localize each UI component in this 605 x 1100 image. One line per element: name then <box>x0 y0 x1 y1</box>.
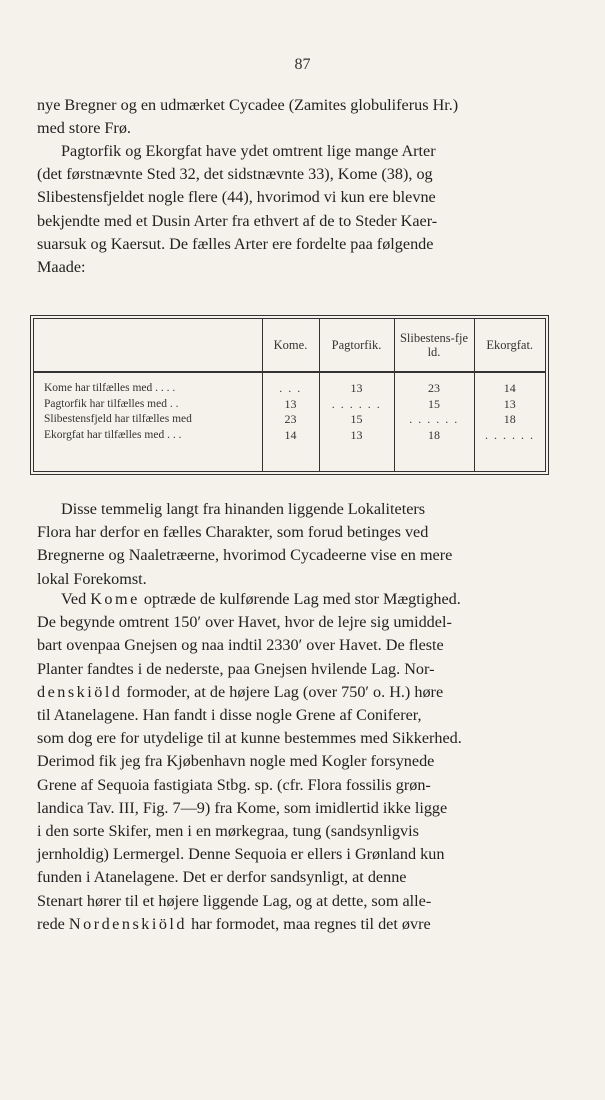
text-line: Maade: <box>37 258 86 277</box>
table-cell: 23 <box>394 372 474 397</box>
text-line: Bregnerne og Naaletræerne, hvorimod Cycadeerne vise en mere <box>37 546 453 565</box>
table-cell: . . . . . . <box>474 428 545 444</box>
text-line: i den sorte Skifer, men i en mørkegraa, tung (sandsynligvis <box>37 822 419 841</box>
table-cell: 14 <box>474 372 545 397</box>
text-line: nye Bregner og en udmærket Cycadee (Zamites globuliferus Hr.) <box>37 96 459 114</box>
table-spacer-row <box>34 443 545 471</box>
text-fragment: rede <box>37 914 69 933</box>
column-header-label: Slibestens-fjeld. <box>399 331 469 359</box>
paragraph-intro <box>37 94 546 140</box>
table-cell: 13 <box>262 397 319 413</box>
row-label: Slibestensfjeld har tilfælles med <box>44 413 192 425</box>
text-fragment: Ved <box>61 590 91 608</box>
text-line: til Atanelagene. Han fandt i disse nogle Grene af Coniferer, <box>37 706 422 725</box>
text-line: Derimod fik jeg fra Kjøbenhavn nogle med Kogler forsynede <box>37 752 435 771</box>
table-cell: 13 <box>319 372 394 397</box>
column-header: Kome. <box>262 319 319 372</box>
table-cell: 18 <box>474 412 545 428</box>
table-row <box>34 397 545 413</box>
text-line: Disse temmelig langt fra hinanden liggende Lokaliteters <box>61 500 426 518</box>
text-line: Pagtorfik og Ekorgfat have ydet omtrent lige mange Arter <box>61 142 436 160</box>
paragraph-kome-strata <box>37 588 546 936</box>
table-cell: 13 <box>319 428 394 444</box>
text-fragment: optræde de kulførende Lag med stor Mægtighed. <box>139 590 461 608</box>
text-line: bekjendte med et Dusin Arter fra ethvert af de to Steder Kaer- <box>37 211 438 230</box>
table-cell: 18 <box>394 428 474 444</box>
text-line: landica Tav. III, Fig. 7—9) fra Kome, som imidlertid ikke ligge <box>37 798 448 817</box>
row-label: Kome har tilfælles med . . . . <box>44 382 176 394</box>
text-line: Stenart hører til et højere liggende Lag, og at dette, som alle- <box>37 891 432 910</box>
table-row <box>34 412 545 428</box>
text-line: bart ovenpaa Gnejsen og naa indtil 2330′ over Havet. De fleste <box>37 636 444 655</box>
text-line <box>37 588 546 611</box>
paragraph-species-counts <box>37 140 546 279</box>
text-line: som dog ere for utydelige til at kunne bestemmes med Sikkerhed. <box>37 729 462 748</box>
table-row <box>34 372 545 397</box>
row-label: Ekorgfat har tilfælles med . . . <box>44 428 182 441</box>
column-header: Ekorgfat. <box>474 319 545 372</box>
paragraph-flora-character <box>37 498 546 591</box>
author-name: denskiöld <box>37 682 123 701</box>
row-label: Pagtorfik har tilfælles med . . <box>44 397 179 410</box>
text-line: Flora har derfor en fælles Charakter, som forud betinges ved <box>37 523 429 542</box>
shared-species-table <box>33 318 546 472</box>
table-cell: . . . . . . <box>319 397 394 413</box>
table-corner <box>34 319 262 372</box>
text-line: funden i Atanelagene. Det er derfor sandsynligt, at denne <box>37 868 407 887</box>
text-line: lokal Forekomst. <box>37 569 147 588</box>
table-cell: 15 <box>319 412 394 428</box>
text-fragment: formoder, at de højere Lag (over 750′ o. H.) høre <box>122 682 444 701</box>
column-header <box>394 319 474 372</box>
text-line <box>37 913 546 936</box>
text-line: jernholdig) Lermergel. Denne Sequoia er ellers i Grønland kun <box>37 845 445 864</box>
table-cell: 13 <box>474 397 545 413</box>
text-line: Grene af Sequoia fastigiata Stbg. sp. (cfr. Flora fossilis grøn- <box>37 775 431 794</box>
table-cell: 15 <box>394 397 474 413</box>
table-row <box>34 428 545 444</box>
place-name: Kome <box>90 590 140 608</box>
author-name: Nordenskiöld <box>68 914 188 933</box>
text-line: med store Frø. <box>37 119 131 138</box>
table-cell: 14 <box>262 428 319 444</box>
text-line: De begynde omtrent 150′ over Havet, hvor de lejre sig umiddel- <box>37 613 452 632</box>
text-fragment: har formodet, maa regnes til det øvre <box>187 914 431 933</box>
text-line: Slibestensfjeldet nogle flere (44), hvorimod vi kun ere blevne <box>37 188 436 207</box>
column-header: Pagtorfik. <box>319 319 394 372</box>
text-line: (det førstnævnte Sted 32, det sidstnævnte 33), Kome (38), og <box>37 165 433 184</box>
table-cell: . . . . . . <box>394 412 474 428</box>
text-line: Planter fandtes i de nederste, paa Gnejsen hvilende Lag. Nor- <box>37 659 435 678</box>
text-line <box>37 681 546 704</box>
table-cell: . . . <box>262 372 319 397</box>
text-line: suarsuk og Kaersut. De fælles Arter ere fordelte paa følgende <box>37 234 434 253</box>
page-number: 87 <box>294 56 311 73</box>
table-cell: 23 <box>262 412 319 428</box>
